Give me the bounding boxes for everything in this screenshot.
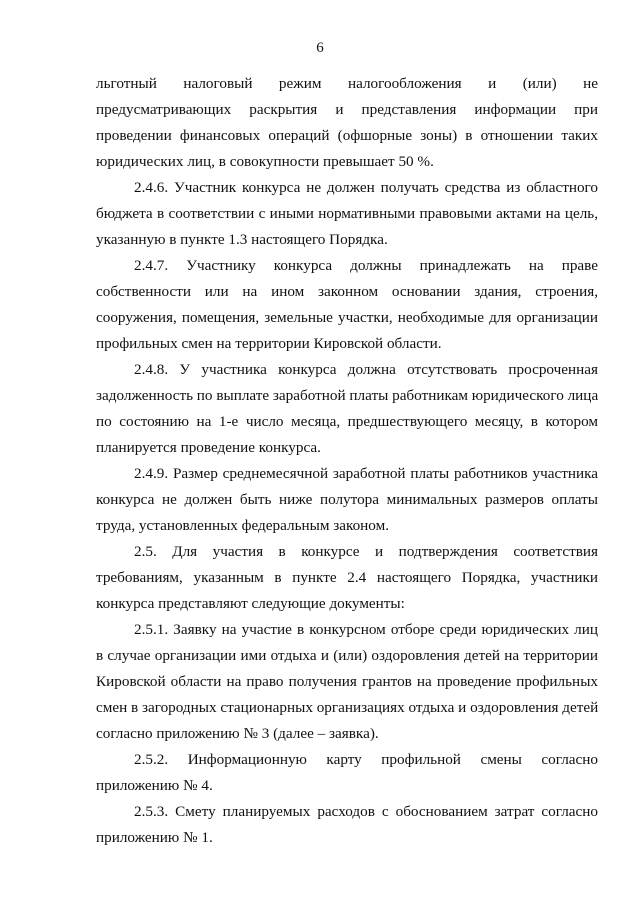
text-line: планируется проведение конкурса. [96, 439, 321, 456]
text-line: сооружения, помещения, земельные участки, необходимые для организации [96, 309, 598, 326]
text-line: в случае организации ими отдыха и (или) оздоровления детей на территории [96, 647, 598, 664]
document-body [96, 71, 598, 851]
text-line: льготный налоговый режим налогообложения и (или) не [96, 75, 598, 92]
text-line: 2.4.6. Участник конкурса не должен получать средства из областного [134, 179, 598, 196]
text-line: по состоянию на 1-е число месяца, предшествующего месяцу, в котором [96, 413, 598, 430]
text-line: 2.5.1. Заявку на участие в конкурсном отборе среди юридических лиц [134, 621, 598, 638]
text-line: 2.5.2. Информационную карту профильной смены согласно [134, 751, 598, 768]
text-line: требованиям, указанным в пункте 2.4 настоящего Порядка, участники [96, 569, 598, 586]
text-line: смен в загородных стационарных организациях отдыха и оздоровления детей [96, 699, 599, 716]
text-line: указанную в пункте 1.3 настоящего Порядка. [96, 231, 388, 248]
text-line: согласно приложению № 3 (далее – заявка). [96, 725, 379, 742]
text-line: труда, установленных федеральным законом. [96, 517, 390, 534]
text-line: профильных смен на территории Кировской области. [96, 335, 442, 352]
text-line: 2.4.9. Размер среднемесячной заработной платы работников участника [134, 465, 598, 482]
text-line: конкурса представляют следующие документы: [96, 595, 405, 612]
text-line: 2.5.3. Смету планируемых расходов с обоснованием затрат согласно [134, 803, 598, 820]
text-line: собственности или на ином законном основании здания, строения, [96, 283, 598, 300]
text-line: предусматривающих раскрытия и представления информации при [96, 101, 598, 118]
text-line: 2.4.7. Участнику конкурса должны принадлежать на праве [134, 257, 598, 274]
page-number: 6 [316, 40, 324, 56]
text-line: Кировской области на право получения грантов на проведение профильных [96, 673, 598, 690]
text-line: конкурса не должен быть ниже полутора минимальных размеров оплаты [96, 491, 598, 508]
text-line: приложению № 4. [96, 777, 213, 794]
text-line: приложению № 1. [96, 829, 213, 846]
text-line: задолженность по выплате заработной платы работникам юридического лица [96, 387, 599, 404]
text-line: юридических лиц, в совокупности превышает 50 %. [96, 153, 434, 170]
text-line: 2.5. Для участия в конкурсе и подтверждения соответствия [134, 543, 598, 560]
text-line: 2.4.8. У участника конкурса должна отсутствовать просроченная [134, 361, 598, 378]
text-line: проведении финансовых операций (офшорные зоны) в отношении таких [96, 127, 598, 144]
text-line: бюджета в соответствии с иными нормативными правовыми актами на цель, [96, 205, 598, 222]
